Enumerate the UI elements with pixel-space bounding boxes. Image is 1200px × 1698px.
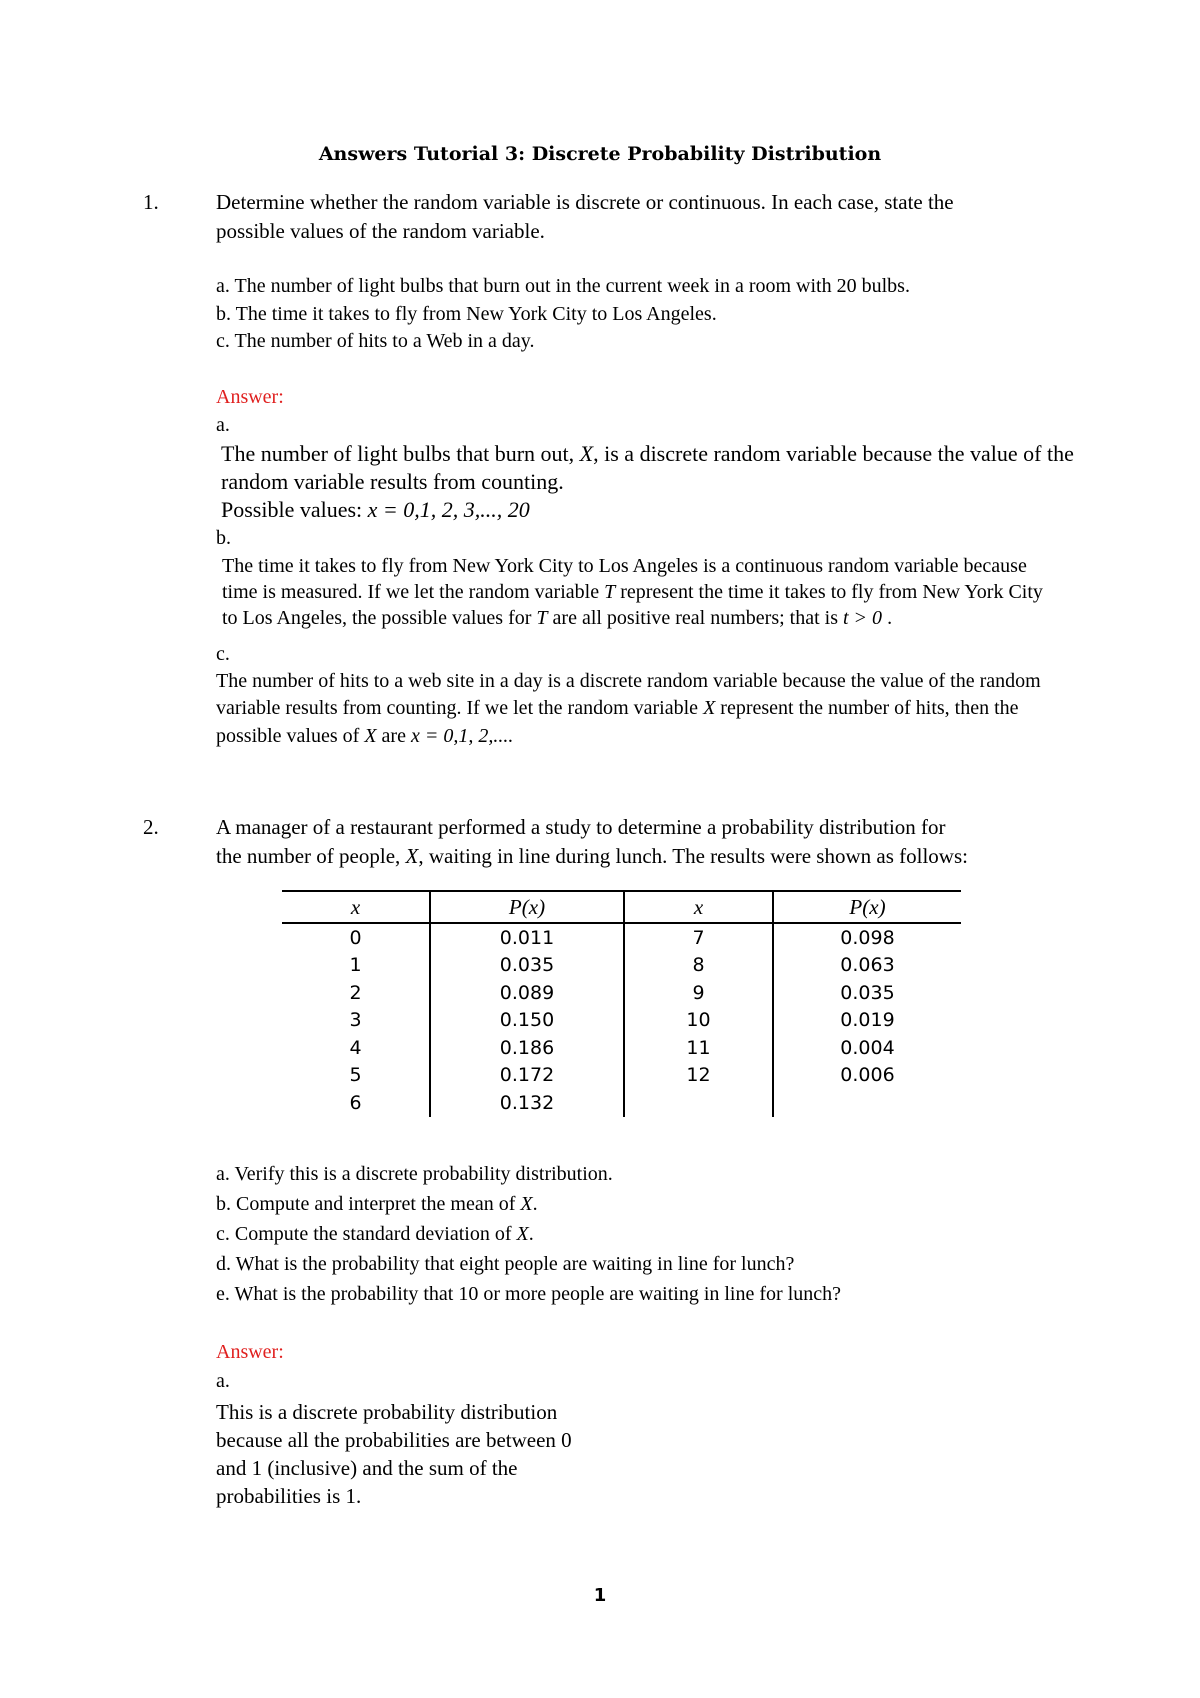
cell: 10 (624, 1007, 773, 1035)
answer-1a-line-1: The number of light bulbs that burn out, X, is a discrete random variable because the value of the (221, 441, 1074, 466)
column-header-px-2: P(x) (773, 891, 961, 923)
cell: 7 (624, 923, 773, 952)
cell: 1 (349, 954, 362, 977)
cell: 0.089 (430, 979, 624, 1007)
cell: 6 (349, 1091, 362, 1114)
question-2-prompt-line-2: the number of people, X, waiting in line during lunch. The results were shown as follows: (216, 844, 968, 868)
cell: 4 (349, 1036, 362, 1059)
question-2-part-a: a. Verify this is a discrete probability distribution. (216, 1163, 613, 1185)
page-number: 1 (593, 1585, 607, 1606)
cell: 2 (349, 981, 362, 1004)
answer-1b-line-3: to Los Angeles, the possible values for T are all positive real numbers; that is t > 0 . (222, 607, 893, 629)
question-1-part-a: a. The number of light bulbs that burn out in the current week in a room with 20 bulbs. (216, 275, 910, 297)
question-1-prompt-line-1: Determine whether the random variable is discrete or continuous. In each case, state the (216, 190, 954, 214)
question-1-answer-label: Answer: (216, 386, 284, 408)
question-2-part-c: c. Compute the standard deviation of X. (216, 1223, 534, 1245)
answer-1c-line-3: possible values of X are x = 0,1, 2,.... (216, 725, 514, 747)
cell: 0.132 (430, 1089, 624, 1117)
answer-1b-line-1: The time it takes to fly from New York City to Los Angeles is a continuous random variable because (222, 555, 1027, 577)
cell: 0.172 (430, 1062, 624, 1090)
cell (773, 1089, 961, 1117)
cell: 0.011 (430, 923, 624, 952)
cell: 0.150 (430, 1007, 624, 1035)
cell (624, 1089, 773, 1117)
question-2-part-e: e. What is the probability that 10 or more people are waiting in line for lunch? (216, 1283, 841, 1305)
cell: 0.186 (430, 1034, 624, 1062)
table-row (282, 1034, 961, 1062)
answer-1a-line-3: Possible values: x = 0,1, 2, 3,..., 20 (221, 497, 530, 522)
cell: 12 (624, 1062, 773, 1090)
table-header-row (282, 891, 961, 923)
question-2-part-d: d. What is the probability that eight people are waiting in line for lunch? (216, 1253, 795, 1275)
cell: 5 (349, 1064, 362, 1087)
cell: 11 (624, 1034, 773, 1062)
cell: 0.004 (773, 1034, 961, 1062)
table-row (282, 1007, 961, 1035)
answer-2a-line-4: probabilities is 1. (216, 1484, 362, 1508)
column-header-x: x (282, 891, 430, 923)
answer-1c-label: c. (216, 643, 230, 665)
cell: 0.063 (773, 952, 961, 980)
cell: 3 (349, 1009, 362, 1032)
table-row (282, 923, 961, 952)
cell: 9 (624, 979, 773, 1007)
table-row (282, 979, 961, 1007)
answer-2a-line-2: because all the probabilities are between 0 (216, 1428, 572, 1452)
column-header-px: P(x) (430, 891, 624, 923)
answer-1c-line-2: variable results from counting. If we let the random variable X represent the number of hits, then the (216, 697, 1019, 719)
question-2-answer-label: Answer: (216, 1341, 284, 1363)
page-title: Answers Tutorial 3: Discrete Probability Distribution (318, 143, 882, 165)
cell: 0.006 (773, 1062, 961, 1090)
cell: 0.035 (430, 952, 624, 980)
question-2-prompt-line-1: A manager of a restaurant performed a study to determine a probability distribution for (216, 815, 946, 839)
probability-distribution-table (282, 890, 961, 1117)
answer-1a-line-2: random variable results from counting. (221, 469, 564, 494)
answer-2a-line-3: and 1 (inclusive) and the sum of the (216, 1456, 518, 1480)
question-1-number: 1. (143, 190, 159, 214)
cell: 8 (624, 952, 773, 980)
table-row (282, 1089, 961, 1117)
question-2-number: 2. (143, 815, 159, 839)
answer-1b-label: b. (216, 527, 231, 549)
table-row (282, 1062, 961, 1090)
answer-2a-label: a. (216, 1370, 230, 1392)
question-1-part-b: b. The time it takes to fly from New York City to Los Angeles. (216, 303, 717, 325)
cell: 0.098 (773, 923, 961, 952)
answer-1b-line-2: time is measured. If we let the random variable T represent the time it takes to fly from New York City (222, 581, 1043, 603)
question-2-part-b: b. Compute and interpret the mean of X. (216, 1193, 538, 1215)
answer-1c-line-1: The number of hits to a web site in a day is a discrete random variable because the value of the random (216, 670, 1041, 692)
answer-1a-label: a. (216, 414, 230, 436)
question-1-part-c: c. The number of hits to a Web in a day. (216, 330, 535, 352)
table-row (282, 952, 961, 980)
cell: 0 (349, 926, 362, 949)
question-1-prompt-line-2: possible values of the random variable. (216, 219, 545, 243)
answer-2a-line-1: This is a discrete probability distribution (216, 1400, 558, 1424)
column-header-x-2: x (624, 891, 773, 923)
cell: 0.019 (773, 1007, 961, 1035)
cell: 0.035 (773, 979, 961, 1007)
